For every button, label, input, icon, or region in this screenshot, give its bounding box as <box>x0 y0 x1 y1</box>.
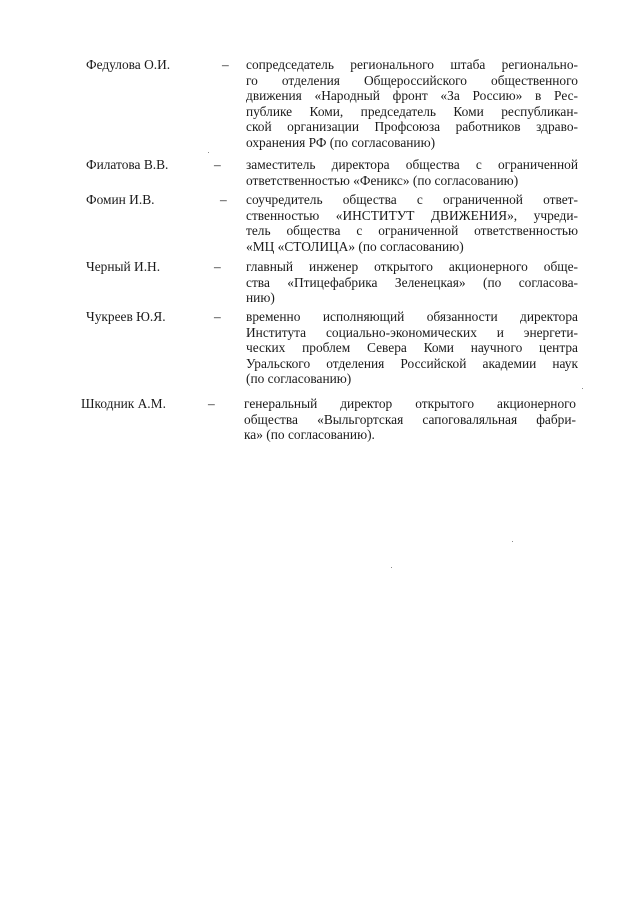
scan-speck <box>391 567 392 568</box>
description-line: соучредитель общества с ограниченной ответ- <box>246 192 578 207</box>
dash-separator: – <box>214 259 221 274</box>
dash-separator: – <box>208 396 215 411</box>
description-line: ства «Птицефабрика Зеленецкая» (по согласова- <box>246 274 578 290</box>
dash-separator: – <box>214 157 221 172</box>
person-description <box>246 259 578 306</box>
description-line: охранения РФ (по согласованию) <box>246 134 436 150</box>
description-line: ответственностью «Феникс» (по согласованию) <box>246 172 519 188</box>
dash-separator: – <box>222 57 229 72</box>
description-line: ческих проблем Севера Коми научного центра <box>246 340 578 356</box>
description-line: заместитель директора общества с ограниченной <box>246 157 578 172</box>
person-name: Чукреев Ю.Я. <box>86 309 166 324</box>
description-line: (по согласованию) <box>246 371 352 387</box>
person-name: Шкодник А.М. <box>81 396 166 411</box>
description-line: ской организации Профсоюза работников здраво- <box>246 119 578 135</box>
person-description <box>246 192 578 254</box>
person-description <box>246 157 578 188</box>
description-line: генеральный директор открытого акционерного <box>244 396 576 411</box>
person-name: Федулова О.И. <box>86 57 171 72</box>
person-description <box>246 309 578 387</box>
scan-speck <box>208 152 209 153</box>
description-line: ка» (по согласованию). <box>244 427 375 443</box>
person-description <box>244 396 576 443</box>
person-name: Филатова В.В. <box>86 157 169 172</box>
scan-speck <box>512 541 513 542</box>
person-description <box>246 57 578 151</box>
description-line: ственностью «ИНСТИТУТ ДВИЖЕНИЯ», учреди- <box>246 207 578 223</box>
person-name: Черный И.Н. <box>86 259 161 274</box>
description-line: «МЦ «СТОЛИЦА» (по согласованию) <box>246 238 464 254</box>
dash-separator: – <box>214 309 221 324</box>
description-line: публике Коми, председатель Коми республикан- <box>246 103 578 119</box>
description-line: главный инженер открытого акционерного обще- <box>246 259 578 274</box>
description-line: го отделения Общероссийского общественного <box>246 72 578 88</box>
description-line: Института социально-экономических и энергети- <box>246 324 578 340</box>
scan-speck <box>582 388 583 389</box>
description-line: нию) <box>246 290 275 306</box>
description-line: Уральского отделения Российской академии наук <box>246 355 578 371</box>
description-line: тель общества с ограниченной ответственностью <box>246 223 578 239</box>
description-line: временно исполняющий обязанности директора <box>246 309 578 324</box>
description-line: общества «Выльгортская сапоговаляльная фабри- <box>244 411 576 427</box>
description-line: сопредседатель регионального штаба регионально- <box>246 57 578 72</box>
person-name: Фомин И.В. <box>86 192 155 207</box>
dash-separator: – <box>220 192 227 207</box>
description-line: движения «Народный фронт «За Россию» в Рес- <box>246 88 578 104</box>
